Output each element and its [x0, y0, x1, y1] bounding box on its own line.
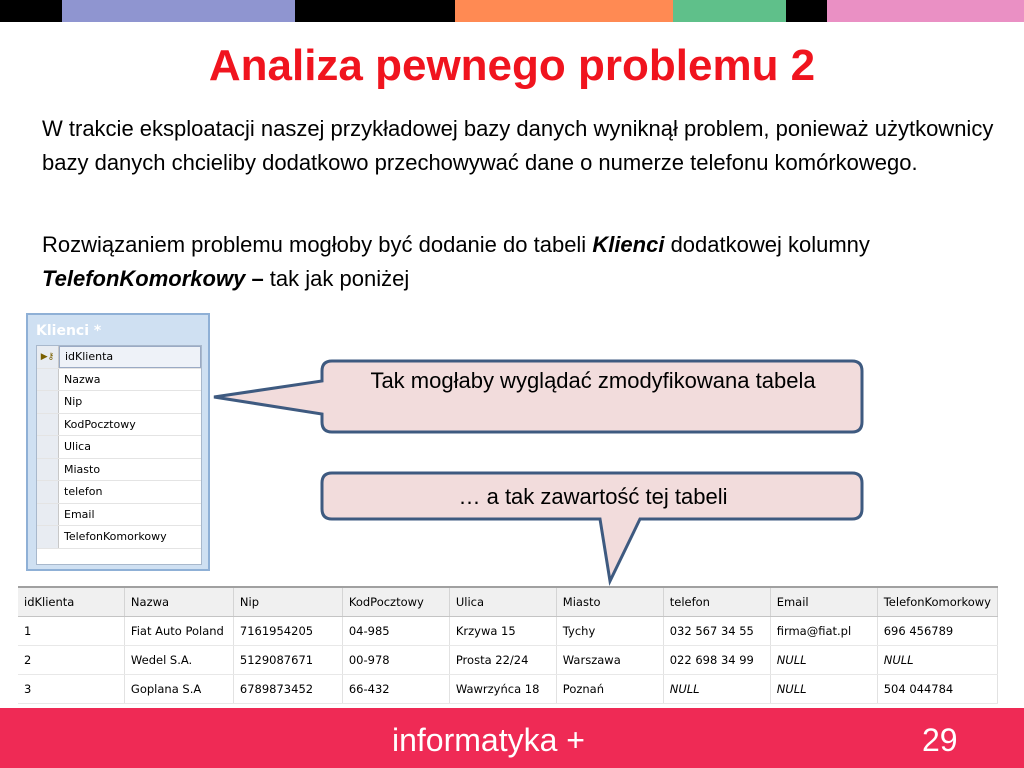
column-name: Miasto [64, 462, 101, 476]
grid-cell[interactable]: 032 567 34 55 [663, 617, 770, 646]
grid-cell-null[interactable]: NULL [770, 675, 877, 704]
column-name: Ulica [64, 440, 91, 454]
column-name: Nip [64, 395, 83, 409]
column-name: KodPocztowy [64, 417, 136, 431]
grid-cell-null[interactable]: NULL [770, 646, 877, 675]
grid-cell[interactable]: 3 [18, 675, 124, 704]
grid-cell[interactable]: Goplana S.A [124, 675, 233, 704]
column-name: Nazwa [64, 372, 101, 386]
callout-table-contents: … a tak zawartość tej tabeli [458, 484, 728, 509]
column-name-emphasis: TelefonKomorkowy [42, 266, 246, 291]
results-grid [18, 586, 998, 704]
grid-header[interactable]: Email [770, 587, 877, 617]
grid-cell[interactable]: Poznań [556, 675, 663, 704]
grid-cell[interactable]: 7161954205 [233, 617, 342, 646]
solution-text-1: Rozwiązaniem problemu mogłoby być dodanie do tabeli [42, 232, 593, 257]
grid-cell[interactable]: Warszawa [556, 646, 663, 675]
callout-modified-table: Tak mogłaby wyglądać zmodyfikowana tabela [370, 368, 816, 393]
grid-cell[interactable]: 1 [18, 617, 124, 646]
column-name: idKlienta [59, 346, 201, 368]
table-name-emphasis: Klienci [592, 232, 665, 257]
grid-cell[interactable]: 696 456789 [877, 617, 997, 646]
column-name: Email [64, 507, 95, 521]
grid-cell-null[interactable]: NULL [877, 646, 997, 675]
grid-cell[interactable]: Prosta 22/24 [449, 646, 556, 675]
page-number: 29 [922, 722, 958, 758]
grid-cell[interactable]: 5129087671 [233, 646, 342, 675]
designer-title: Klienci * [36, 323, 102, 339]
grid-header[interactable]: Ulica [449, 587, 556, 617]
column-name: telefon [64, 485, 103, 499]
column-name: TelefonKomorkowy [64, 530, 167, 544]
dash: – [245, 266, 264, 291]
primary-key-icon: ▶⚷ [37, 346, 59, 368]
grid-header[interactable]: idKlienta [18, 587, 124, 617]
grid-header[interactable]: Miasto [556, 587, 663, 617]
paragraph-problem: W trakcie eksploatacji naszej przykładowej bazy danych wyniknął problem, ponieważ użytkownicy bazy danych chcieliby dodatkowo przechowywać dane o numerze telefonu komórkowego. [42, 116, 994, 175]
grid-header[interactable]: Nazwa [124, 587, 233, 617]
grid-cell[interactable]: 022 698 34 99 [663, 646, 770, 675]
grid-header[interactable]: KodPocztowy [342, 587, 449, 617]
grid-cell[interactable]: 2 [18, 646, 124, 675]
solution-text-2: dodatkowej kolumny [664, 232, 870, 257]
table-row[interactable] [18, 675, 998, 704]
grid-header[interactable]: TelefonKomorkowy [877, 587, 997, 617]
grid-cell[interactable]: 04-985 [342, 617, 449, 646]
grid-header[interactable]: Nip [233, 587, 342, 617]
grid-header[interactable]: telefon [663, 587, 770, 617]
grid-header-row [18, 587, 998, 617]
grid-cell[interactable]: Fiat Auto Poland [124, 617, 233, 646]
grid-cell[interactable]: firma@fiat.pl [770, 617, 877, 646]
footer-label: informatyka + [392, 722, 585, 758]
grid-cell[interactable]: Tychy [556, 617, 663, 646]
grid-cell[interactable]: 504 044784 [877, 675, 997, 704]
grid-cell[interactable]: 00-978 [342, 646, 449, 675]
grid-cell[interactable]: Krzywa 15 [449, 617, 556, 646]
grid-cell[interactable]: Wedel S.A. [124, 646, 233, 675]
table-row[interactable] [18, 617, 998, 646]
slide-title: Analiza pewnego problemu 2 [208, 41, 816, 90]
grid-cell[interactable]: 66-432 [342, 675, 449, 704]
grid-cell[interactable]: Wawrzyńca 18 [449, 675, 556, 704]
solution-text-3: tak jak poniżej [263, 266, 410, 291]
table-row[interactable] [18, 646, 998, 675]
grid-cell-null[interactable]: NULL [663, 675, 770, 704]
grid-cell[interactable]: 6789873452 [233, 675, 342, 704]
